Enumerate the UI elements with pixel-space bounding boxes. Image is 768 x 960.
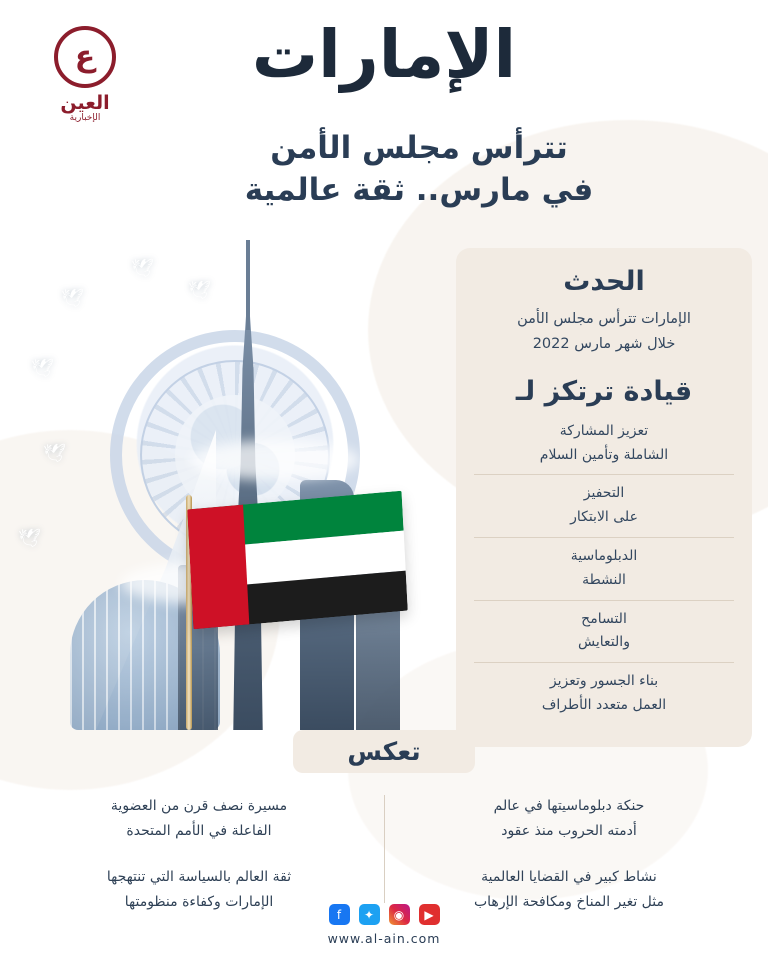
headline-line-2: في مارس.. ثقة عالمية — [244, 171, 594, 208]
reflect-line-2: أدمته الحروب منذ عقود — [501, 822, 637, 839]
dove-icon: 🕊 — [43, 443, 66, 464]
list-item — [474, 538, 734, 601]
reflect-item — [26, 790, 372, 847]
list-item — [474, 475, 734, 538]
list-item — [474, 413, 734, 476]
reflect-line-1: ثقة العالم بالسياسة التي تنتهجها — [106, 869, 292, 885]
logo-circle-icon — [54, 26, 116, 88]
dove-icon: 🕊 — [31, 358, 54, 379]
bullet-line-2: الشاملة وتأمين السلام — [539, 446, 669, 463]
reflect-line-1: حنكة دبلوماسيتها في عالم — [493, 798, 645, 814]
bullet-line-1: تعزيز المشاركة — [559, 422, 649, 439]
reflect-line-1: مسيرة نصف قرن من العضوية — [110, 798, 288, 814]
reflect-line-1: نشاط كبير في القضايا العالمية — [481, 869, 657, 885]
page-title: الإمارات — [251, 16, 517, 93]
social-links — [0, 904, 768, 925]
flag-band-red — [187, 505, 249, 630]
flag-cloth — [187, 491, 408, 630]
event-text-line-2: خلال شهر مارس 2022 — [532, 336, 676, 353]
list-item — [474, 663, 734, 725]
reflect-item — [396, 790, 742, 847]
youtube-icon[interactable]: ▶ — [419, 904, 440, 925]
instagram-icon[interactable]: ◉ — [389, 904, 410, 925]
dove-icon: 🕊 — [131, 258, 154, 279]
headline — [110, 128, 728, 212]
reflect-line-2: الإمارات وكفاءة منظومتها — [124, 893, 274, 910]
bullet-line-1: الدبلوماسية — [570, 547, 638, 564]
reflect-heading-wrap — [0, 730, 768, 773]
reflect-line-2: الفاعلة في الأمم المتحدة — [126, 822, 272, 839]
reflect-line-2: مثل تغير المناخ ومكافحة الإرهاب — [473, 893, 664, 910]
footer — [0, 904, 768, 946]
uae-flag — [150, 440, 410, 740]
event-text-line-1: الإمارات تترأس مجلس الأمن — [517, 311, 691, 327]
bullet-line-1: التسامح — [581, 610, 627, 627]
leadership-heading: قيادة ترتكز لـ — [515, 375, 693, 407]
dove-icon: 🕊 — [188, 280, 211, 301]
reflect-heading: تعكس — [293, 730, 474, 773]
facebook-icon[interactable]: f — [329, 904, 350, 925]
dove-icon: 🕊 — [18, 528, 41, 549]
bullet-line-2: العمل متعدد الأطراف — [541, 696, 667, 713]
reflect-grid — [26, 790, 742, 918]
al-ain-logo[interactable] — [30, 26, 140, 123]
bullet-line-2: النشطة — [582, 571, 626, 588]
burj-khalifa-spire — [246, 240, 250, 330]
logo-wordmark: العين — [60, 92, 110, 114]
bullet-line-1: التحفيز — [583, 485, 625, 502]
dove-icon: 🕊 — [61, 288, 84, 309]
event-heading: الحدث — [563, 266, 645, 297]
logo-subtitle: الإخبارية — [69, 113, 101, 123]
list-item — [474, 601, 734, 664]
twitter-icon[interactable]: ✦ — [359, 904, 380, 925]
info-panel — [456, 248, 752, 747]
headline-line-1: تترأس مجلس الأمن — [270, 130, 568, 166]
bullet-line-2: والتعايش — [578, 634, 630, 651]
website-url[interactable]: www.al-ain.com — [327, 931, 441, 946]
bullet-line-1: بناء الجسور وتعزيز — [549, 673, 659, 690]
logo-arabic-letter: ع — [74, 39, 96, 74]
bullet-line-2: على الابتكار — [570, 509, 638, 526]
